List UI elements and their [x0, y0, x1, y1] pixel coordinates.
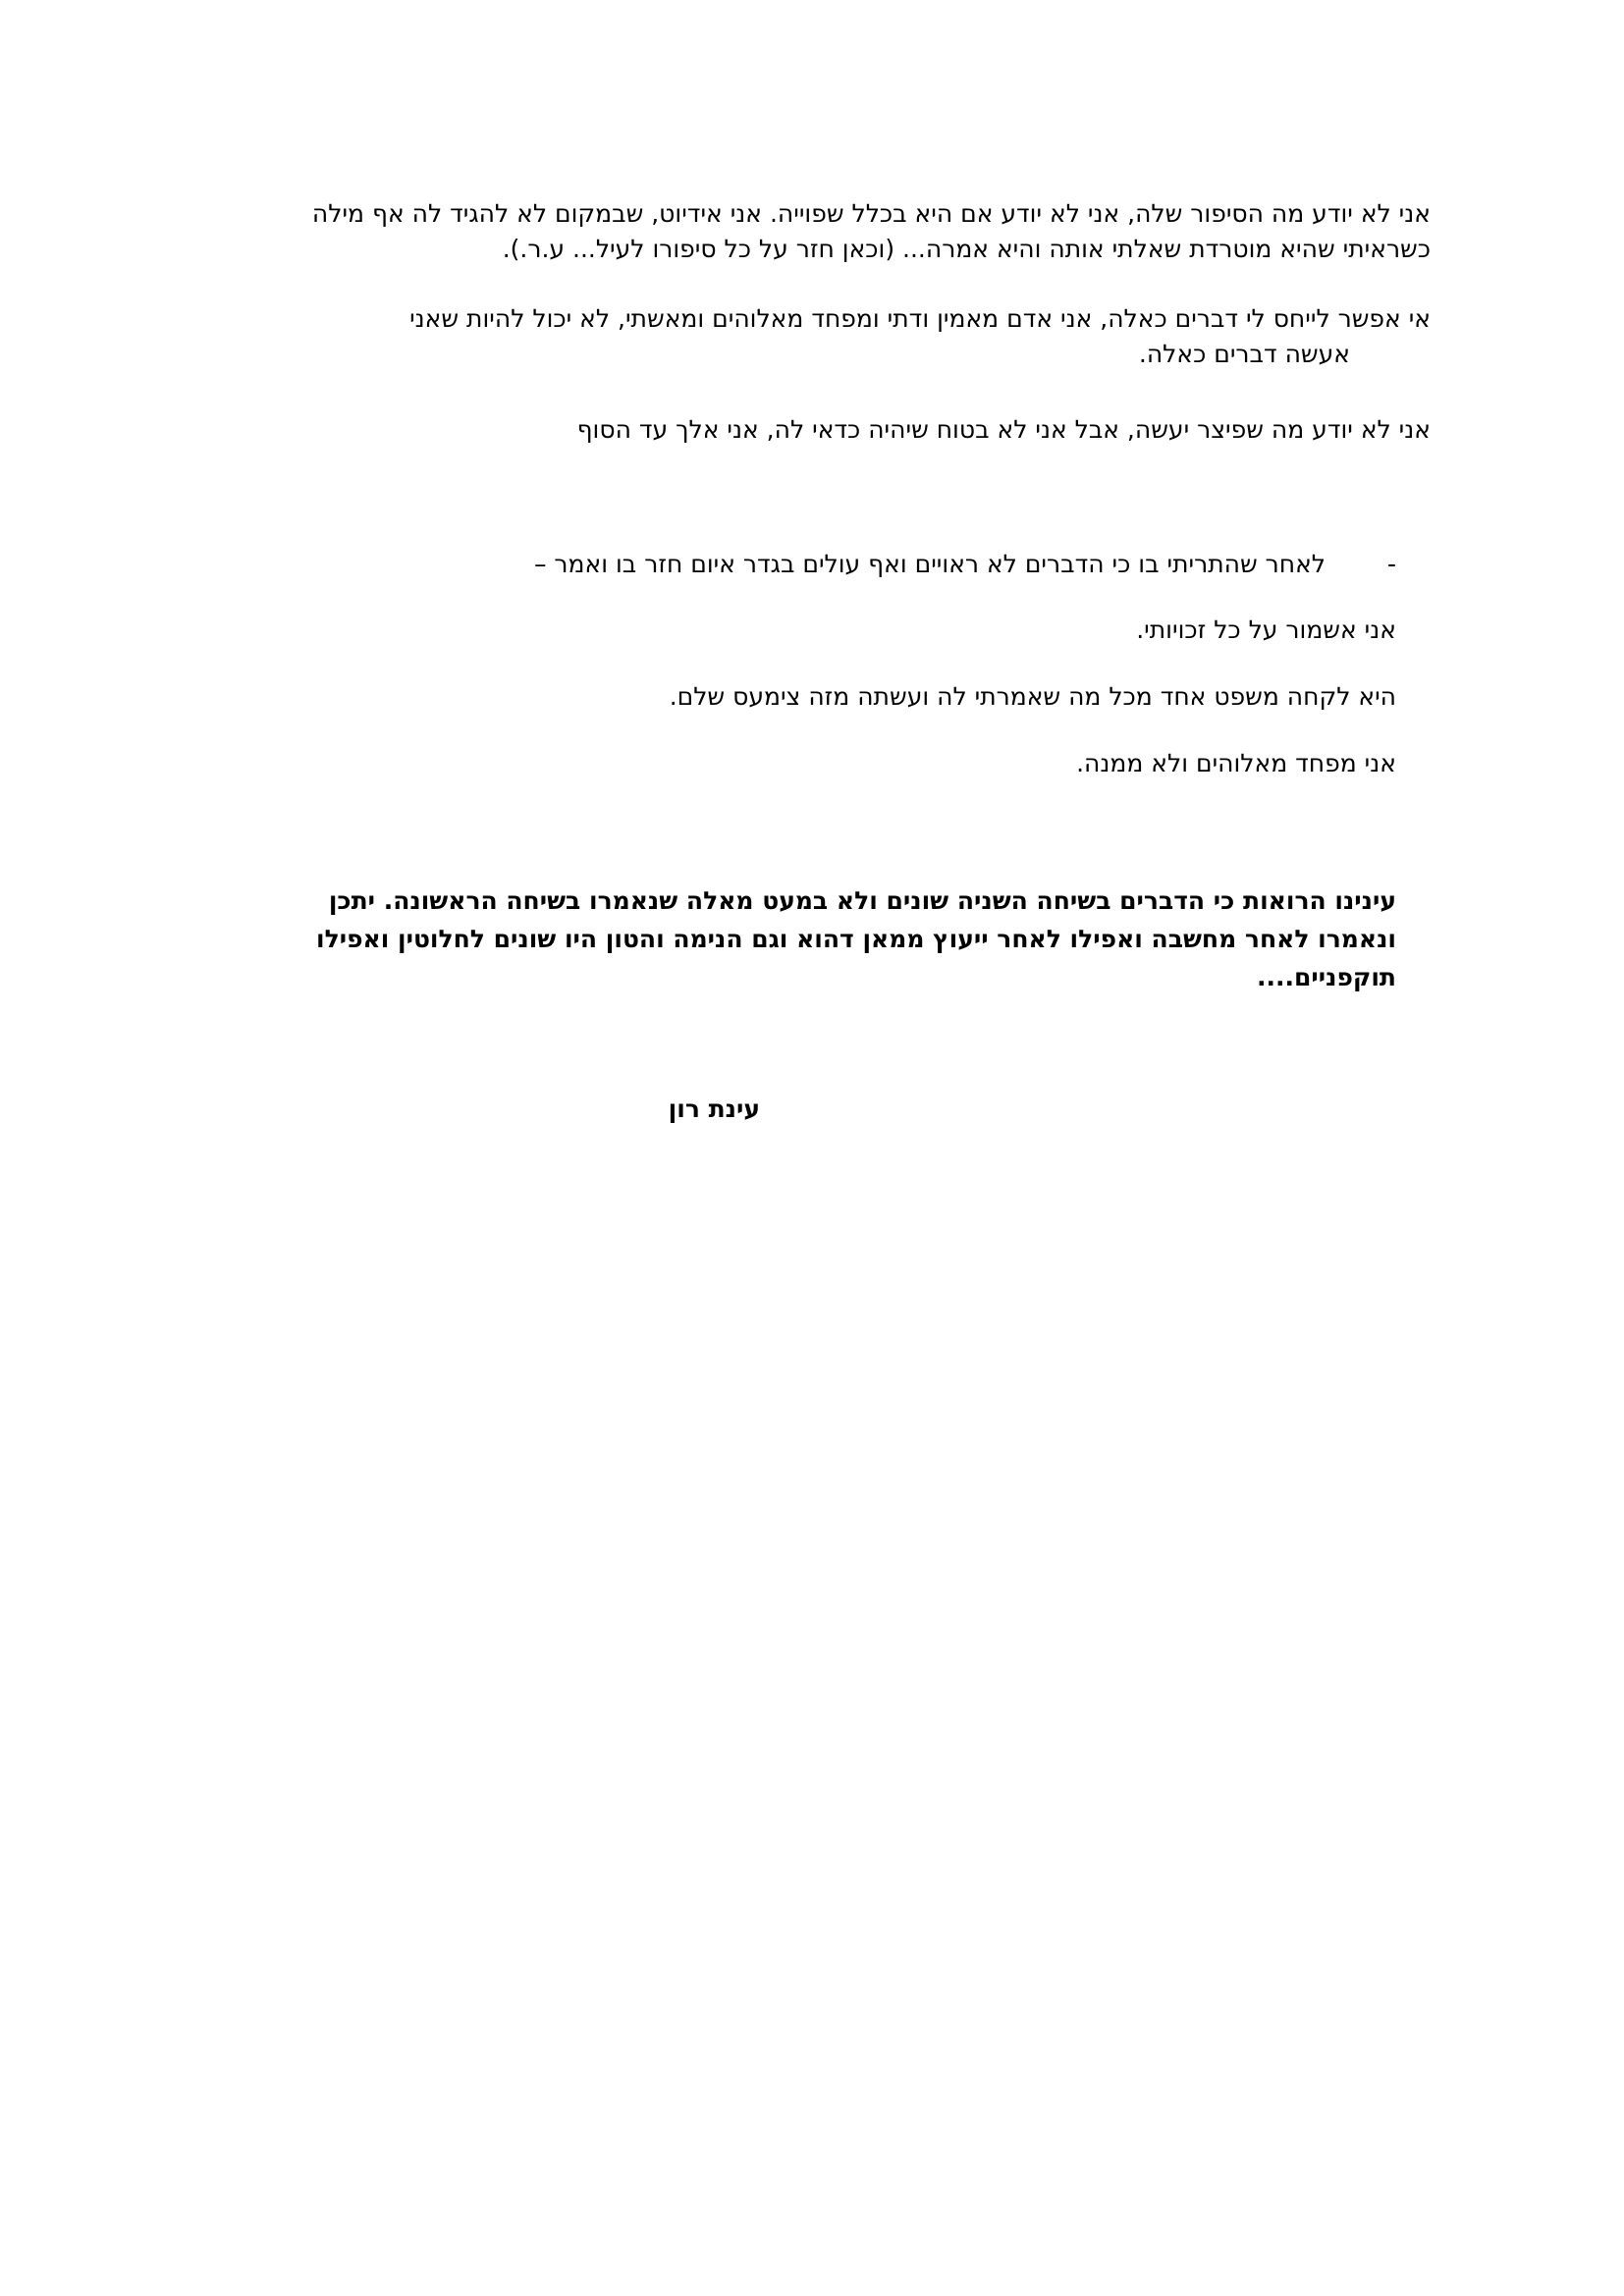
- quote-sentence: היא לקחה משפט אחד מכל מה שאמרתי לה ועשתה מזה צימעס שלם.: [669, 682, 1396, 711]
- quote-rights: אני אשמור על כל זכויותי.: [1136, 615, 1396, 644]
- bullet-marker: -: [1386, 550, 1396, 578]
- summary-paragraph: עינינו הרואות כי הדברים בשיחה השניה שונים ולא במעט מאלה שנאמרו בשיחה הראשונה. יתכן ונאמרו לאחר מחשבה ואפילו לאחר ייעוץ ממאן דהוא וגם הנימה והטון היו שונים לחלוטין ואפילו תוקפניים....: [316, 886, 1396, 991]
- paragraph-denial-line2: אעשה דברים כאלה.: [1138, 340, 1350, 368]
- quote-fear: אני מפחד מאלוהים ולא ממנה.: [1076, 749, 1396, 777]
- paragraph-story: אני לא יודע מה הסיפור שלה, אני לא יודע אם היא בכלל שפוייה. אני אידיוט, שבמקום לא להגיד לה אף מילה כשראיתי שהיא מוטרדת שאלתי אותה והיא אמרה... (וכאן חזר על כל סיפורו לעיל... ע.ר.).: [311, 199, 1431, 263]
- paragraph-denial: [272, 301, 1431, 372]
- paragraph-spitzer: אני לא יודע מה שפיצר יעשה, אבל אני לא בטוח שיהיה כדאי לה, אני אלך עד הסוף: [576, 415, 1431, 444]
- signature: עינת רון: [668, 1095, 760, 1123]
- bullet-text: לאחר שהתריתי בו כי הדברים לא ראויים ואף עולים בגדר איום חזר בו ואמר –: [533, 550, 1326, 578]
- paragraph-denial-line1: אי אפשר לייחס לי דברים כאלה, אני אדם מאמין ודתי ומפחד מאלוהים ומאשתי, לא יכול להיות שאני: [409, 304, 1431, 333]
- bullet-item: [316, 547, 1396, 582]
